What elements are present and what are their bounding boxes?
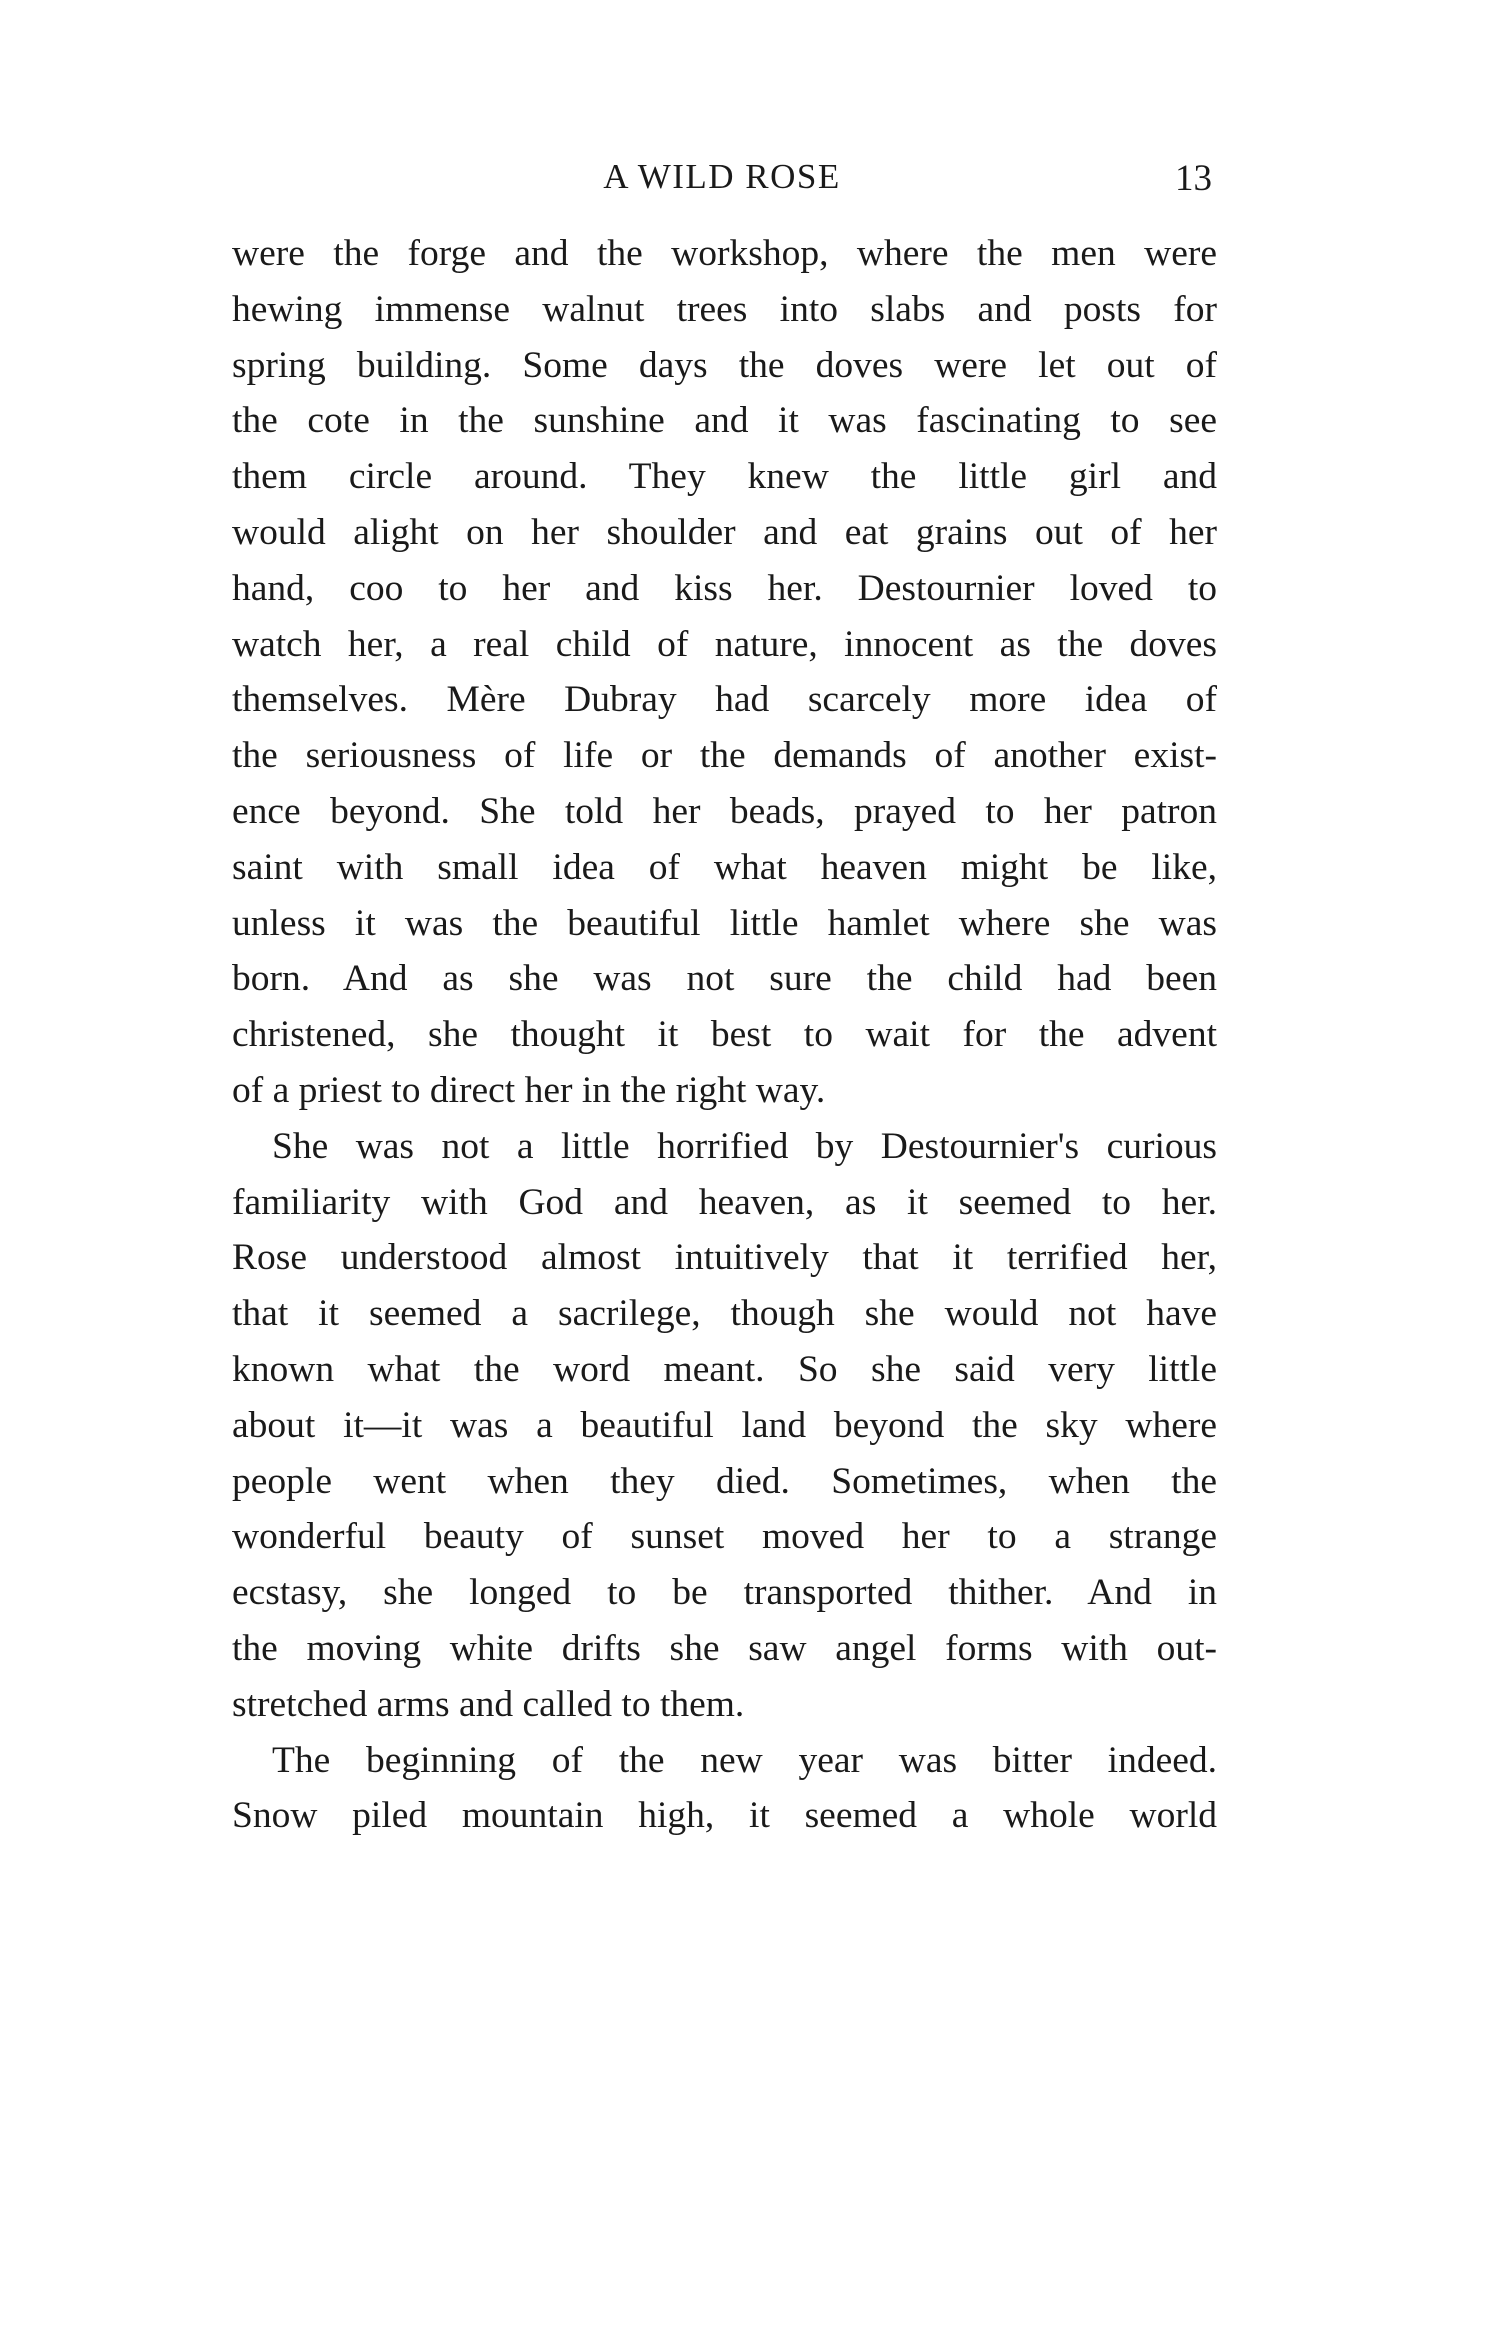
page-number: 13 bbox=[1175, 158, 1212, 199]
text-line: them circle around. They knew the little girl and bbox=[232, 456, 1217, 498]
running-head bbox=[232, 152, 1212, 202]
text-line: hewing immense walnut trees into slabs and posts for bbox=[232, 288, 1217, 330]
text-line: the cote in the sunshine and it was fascinating to see bbox=[232, 400, 1217, 442]
text-line: ence beyond. She told her beads, prayed to her patron bbox=[232, 790, 1217, 832]
text-line: wonderful beauty of sunset moved her to a strange bbox=[232, 1516, 1217, 1558]
text-line: Snow piled mountain high, it seemed a whole world bbox=[232, 1795, 1217, 1837]
text-line: The beginning of the new year was bitter indeed. bbox=[272, 1739, 1217, 1781]
text-line: were the forge and the workshop, where the men were bbox=[232, 233, 1217, 274]
text-line: born. And as she was not sure the child had been bbox=[232, 958, 1217, 1000]
text-line: watch her, a real child of nature, innocent as the doves bbox=[232, 623, 1217, 665]
text-line: of a priest to direct her in the right way. bbox=[232, 1069, 826, 1111]
text-line: ecstasy, she longed to be transported thither. And in bbox=[232, 1572, 1217, 1614]
text-line: themselves. Mère Dubray had scarcely more idea of bbox=[232, 679, 1217, 721]
text-line: that it seemed a sacrilege, though she would not have bbox=[232, 1293, 1217, 1335]
text-line: about it—it was a beautiful land beyond the sky where bbox=[232, 1404, 1217, 1446]
text-line: known what the word meant. So she said very little bbox=[232, 1348, 1217, 1390]
text-line: christened, she thought it best to wait for the advent bbox=[232, 1014, 1217, 1056]
paragraph bbox=[232, 1733, 1217, 1845]
text-line: saint with small idea of what heaven might be like, bbox=[232, 846, 1217, 888]
text-line: unless it was the beautiful little hamlet where she was bbox=[232, 902, 1217, 944]
text-line: spring building. Some days the doves were let out of bbox=[232, 344, 1217, 386]
text-line: stretched arms and called to them. bbox=[232, 1683, 745, 1725]
body-text bbox=[232, 226, 1217, 1844]
text-line: the moving white drifts she saw angel forms with out- bbox=[232, 1627, 1217, 1669]
text-line: familiarity with God and heaven, as it seemed to her. bbox=[232, 1181, 1217, 1223]
text-line: Rose understood almost intuitively that it terrified her, bbox=[232, 1237, 1217, 1279]
text-line: people went when they died. Sometimes, when the bbox=[232, 1460, 1217, 1502]
text-line: hand, coo to her and kiss her. Destournier loved to bbox=[232, 567, 1217, 609]
paragraph bbox=[232, 1119, 1217, 1733]
text-line: She was not a little horrified by Destournier's curious bbox=[272, 1125, 1217, 1167]
paragraph bbox=[232, 226, 1217, 1119]
running-head-title: A WILD ROSE bbox=[603, 157, 841, 196]
text-line: would alight on her shoulder and eat grains out of her bbox=[232, 511, 1217, 553]
text-line: the seriousness of life or the demands of another exist- bbox=[232, 735, 1217, 777]
